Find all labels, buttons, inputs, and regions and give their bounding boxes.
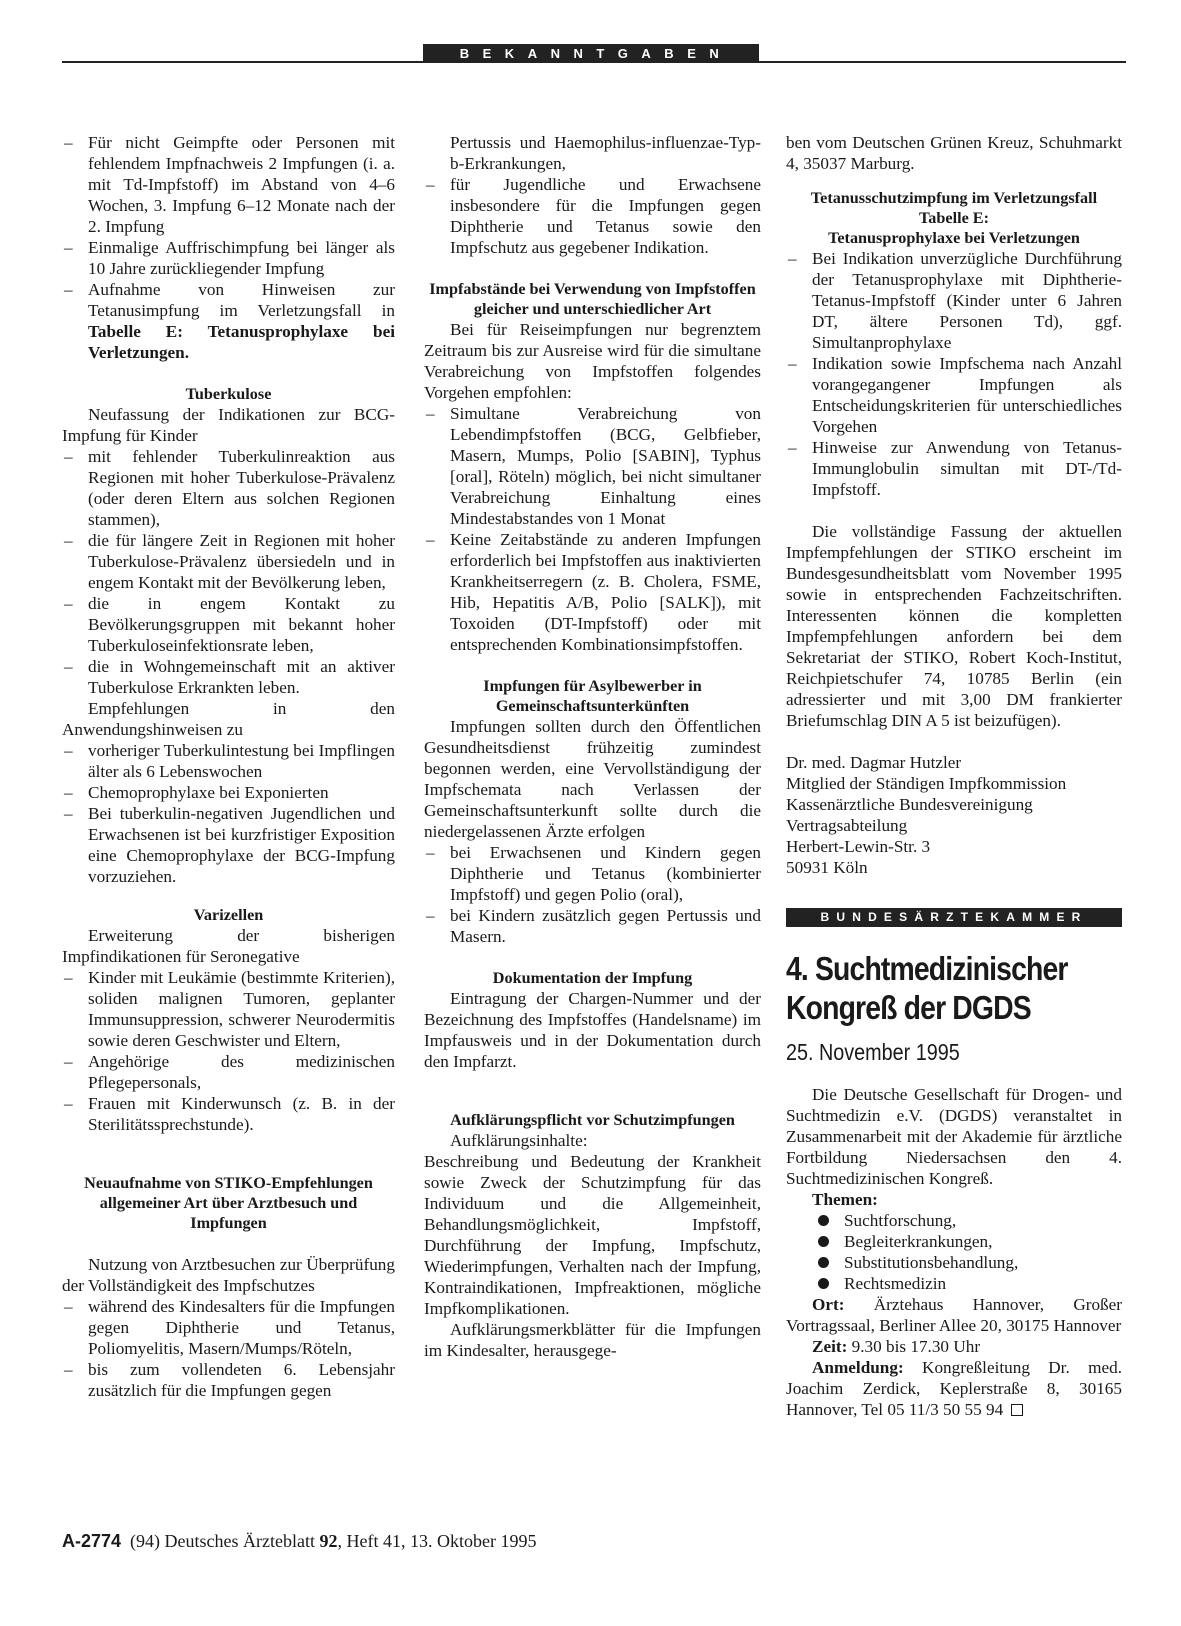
list-item: – Bei tuberkulin-negativen Jugendlichen und Erwachsenen ist bei kurzfristiger Exposition eine Chemoprophylaxe der BCG-Impfung vorzuziehen. <box>62 803 395 887</box>
list-item: – bei Kindern zusätzlich gegen Pertussis und Masern. <box>424 905 761 947</box>
paragraph: Beschreibung und Bedeutung der Krankheit sowie Zweck der Schutzimpfung für das Individuum und die Allgemeinheit, Behandlungsmöglichkeit, Impfstoff, Durchführung der Impfung, Impfschutz, Wiederimpfungen, Verhalten nach der Impfung, Kontraindikationen, Impfreaktionen, mögliche Impfkomplikationen. <box>424 1152 761 1318</box>
paragraph: Erweiterung der bisherigen Impfindikationen für Seronegative <box>62 926 395 966</box>
table-label: Tabelle E: <box>918 209 989 227</box>
table-reference: Tabelle E: Tetanusprophylaxe bei Verletzungen. <box>88 322 395 362</box>
themen-label: Themen: <box>812 1190 878 1209</box>
end-of-article-box-icon <box>1011 1404 1023 1416</box>
list-item: – Einmalige Auffrischimpfung bei länger als 10 Jahre zurückliegender Impfung <box>62 237 395 279</box>
signature-block <box>786 752 1122 878</box>
page-code: A-2774 <box>62 1531 122 1551</box>
signature-line: Herbert-Lewin-Str. 3 <box>786 837 931 856</box>
list-item: – während des Kindesalters für die Impfungen gegen Diphtherie und Tetanus, Poliomyelitis, Masern/Mumps/Röteln, <box>62 1296 395 1359</box>
time-paragraph <box>786 1336 1122 1357</box>
registration-paragraph <box>786 1357 1122 1420</box>
table-title: Tetanusprophylaxe bei Verletzungen <box>828 229 1080 247</box>
article-title: Kongreß der DGDS <box>786 989 1031 1026</box>
list-item: – Chemoprophylaxe bei Exponierten <box>62 782 395 803</box>
footer-issue-date: , Heft 41, 13. Oktober 1995 <box>337 1531 537 1551</box>
section-tab-bekanntgaben: BEKANNTGABEN <box>423 44 759 63</box>
footer-publication: (94) Deutsches Ärzteblatt <box>130 1531 320 1551</box>
signature-line: Mitglied der Ständigen Impfkommission <box>786 774 1067 793</box>
list-item: – Für nicht Geimpfte oder Personen mit fehlendem Impfnachweis 2 Impfungen (i. a. mit Td-Impfstoff) im Abstand von 4–6 Wochen, 3. Impfung 6–12 Monate nach der 2. Impfung <box>62 132 395 237</box>
paragraph: Aufklärungsinhalte: <box>450 1131 588 1150</box>
ort-label: Ort: <box>812 1295 845 1314</box>
footer-volume: 92 <box>319 1531 338 1551</box>
list-item <box>62 279 395 363</box>
list-item: – vorheriger Tuberkulintestung bei Impflingen älter als 6 Lebenswochen <box>62 740 395 782</box>
paragraph: Nutzung von Arztbesuchen zur Überprüfung der Vollständigkeit des Impfschutzes <box>62 1255 395 1295</box>
anmeldung-label: Anmeldung: <box>812 1358 904 1377</box>
signature-line: Vertragsabteilung <box>786 816 908 835</box>
section-heading-aufklaerungspflicht: Aufklärungspflicht vor Schutzimpfungen <box>450 1111 735 1129</box>
list-item: – bei Erwachsenen und Kindern gegen Diphtherie und Tetanus (kombinierter Impfstoff) und gegen Polio (oral), <box>424 842 761 905</box>
list-item: – Indikation sowie Impfschema nach Anzahl vorangegangener Impfungen als Entscheidungskriterien für unterschiedliches Vorgehen <box>786 353 1122 437</box>
section-heading-neuaufnahme: Neuaufnahme von STIKO-Empfehlungen allgemeiner Art über Arztbesuch und Impfungen <box>84 1174 373 1232</box>
paragraph: Aufklärungsmerkblätter für die Impfungen im Kindesalter, herausgege- <box>424 1320 761 1360</box>
venue-paragraph <box>786 1294 1122 1336</box>
article-date: 25. November 1995 <box>786 1039 960 1065</box>
signature-line: 50931 Köln <box>786 858 868 877</box>
bullet-item: Suchtforschung, <box>786 1210 1122 1231</box>
article-title: 4. Suchtmedizinischer <box>786 950 1068 987</box>
anmeldung-text: Kongreßleitung Dr. med. Joachim Zerdick, Keplerstraße 8, 30165 Hannover, Tel 05 11/3 50 55 94 <box>786 1358 1122 1419</box>
paragraph: Bei für Reiseimpfungen nur begrenztem Zeitraum bis zur Ausreise wird für die simultane Verabreichung von Impfstoffen folgendes Vorgehen empfohlen: <box>424 320 761 402</box>
ort-text: Ärztehaus Hannover, Großer Vortragssaal, Berliner Allee 20, 30175 Hannover <box>786 1295 1122 1335</box>
list-item: – für Jugendliche und Erwachsene insbesondere für die Impfungen gegen Diphtherie und Tetanus sowie den Impfschutz aus gegebener Indikation. <box>424 174 761 258</box>
paragraph: Die Deutsche Gesellschaft für Drogen- und Suchtmedizin e.V. (DGDS) veranstaltet in Zusammenarbeit mit der Akademie für ärztliche Fortbildung Niedersachsen den 4. Suchtmedizinischen Kongreß. <box>786 1085 1122 1188</box>
section-heading-varizellen: Varizellen <box>193 906 264 924</box>
column-3 <box>786 132 1122 1420</box>
list-item: – Simultane Verabreichung von Lebendimpfstoffen (BCG, Gelbfieber, Masern, Mumps, Polio [SABIN], Typhus [oral], Röteln) möglich, bei nicht simultaner Verabreichung Einhaltung eines Mindestabstandes von 1 Monat <box>424 403 761 529</box>
list-item: – die in Wohngemeinschaft mit an aktiver Tuberkulose Erkrankten leben. <box>62 656 395 698</box>
page-footer <box>62 1531 536 1552</box>
zeit-text: 9.30 bis 17.30 Uhr <box>847 1337 981 1356</box>
list-item: – Kinder mit Leukämie (bestimmte Kriterien), soliden malignen Tumoren, geplanter Immunsuppression, schwerer Neurodermitis sowie deren Geschwister und Eltern, <box>62 967 395 1051</box>
column-2 <box>424 132 761 1361</box>
section-heading-impfabstaende: Impfabstände bei Verwendung von Impfstoffen gleicher und unterschiedlicher Art <box>429 280 756 318</box>
list-item: – Angehörige des medizinischen Pflegepersonals, <box>62 1051 395 1093</box>
list-item: – Keine Zeitabstände zu anderen Impfungen erforderlich bei Impfstoffen aus inaktivierten Krankheitserregern (z. B. Cholera, FSME, Hib, Hepatitis A/B, Polio [SALK]), mit Toxoiden (DT-Impfstoff) oder mit entsprechenden Kombinationsimpfstoffen. <box>424 529 761 655</box>
list-item: – bis zum vollendeten 6. Lebensjahr zusätzlich für die Impfungen gegen <box>62 1359 395 1401</box>
signature-line: Kassenärztliche Bundesvereinigung <box>786 795 1033 814</box>
section-heading-dokumentation: Dokumentation der Impfung <box>492 969 693 987</box>
list-item: – Hinweise zur Anwendung von Tetanus-Immunglobulin simultan mit DT-/Td-Impfstoff. <box>786 437 1122 500</box>
continued-text: ben vom Deutschen Grünen Kreuz, Schuhmarkt 4, 35037 Marburg. <box>786 133 1122 173</box>
list-item: – Frauen mit Kinderwunsch (z. B. in der Sterilitätssprechstunde). <box>62 1093 395 1135</box>
bullet-item: Substitutionsbehandlung, <box>786 1252 1122 1273</box>
bullet-item: Rechtsmedizin <box>786 1273 1122 1294</box>
section-heading-tuberkulose: Tuberkulose <box>185 385 272 403</box>
list-item: – mit fehlender Tuberkulinreaktion aus Regionen mit hoher Tuberkulose-Prävalenz (oder deren Eltern aus solchen Regionen stammen), <box>62 446 395 530</box>
continued-text: Pertussis und Haemophilus-influenzae-Typ-b-Erkrankungen, <box>450 133 761 173</box>
header-rule <box>62 61 1126 63</box>
section-heading-tetanus: Tetanusschutzimpfung im Verletzungsfall <box>810 189 1098 207</box>
list-item: – die in engem Kontakt zu Bevölkerungsgruppen mit bekannt hoher Tuberkuloseinfektionsrate leben, <box>62 593 395 656</box>
list-item: – Bei Indikation unverzügliche Durchführung der Tetanusprophylaxe mit Diphtherie-Tetanus-Impfstoff (Kinder unter 6 Jahren DT, ältere Personen Td), ggf. Simultanprophylaxe <box>786 248 1122 353</box>
section-heading-asylbewerber: Impfungen für Asylbewerber in Gemeinschaftsunterkünften <box>483 677 702 715</box>
list-item: – die für längere Zeit in Regionen mit hoher Tuberkulose-Prävalenz übersiedeln und in engem Kontakt mit der Bevölkerung leben, <box>62 530 395 593</box>
paragraph: Impfungen sollten durch den Öffentlichen Gesundheitsdienst frühzeitig zumindest begonnen werden, eine Vervollständigung der Impfschemata nach Verlassen der Gemeinschaftsunterkunft sollte durch die niedergelassenen Ärzte erfolgen <box>424 717 761 841</box>
paragraph: Eintragung der Chargen-Nummer und der Bezeichnung des Impfstoffes (Handelsname) im Impfausweis und in der Dokumentation durch den Impfarzt. <box>424 989 761 1071</box>
paragraph: Empfehlungen in den Anwendungshinweisen zu <box>62 699 395 739</box>
list-item-text: Aufnahme von Hinweisen zur Tetanusimpfung im Verletzungsfall in <box>88 280 395 320</box>
zeit-label: Zeit: <box>812 1337 848 1356</box>
paragraph: Neufassung der Indikationen zur BCG-Impfung für Kinder <box>62 405 395 445</box>
bullet-item: Begleiterkrankungen, <box>786 1231 1122 1252</box>
column-1 <box>62 132 395 1401</box>
section-tab-bundesaerztekammer: BUNDESÄRZTEKAMMER <box>786 908 1122 927</box>
signature-line: Dr. med. Dagmar Hutzler <box>786 753 962 772</box>
paragraph: Die vollständige Fassung der aktuellen Impfempfehlungen der STIKO erscheint im Bundesgesundheitsblatt vom November 1995 sowie in entsprechenden Fachzeitschriften. Interessenten können die kompletten Impfempfehlungen anfordern bei dem Sekretariat der STIKO, Robert Koch-Institut, Reichpietschufer 74, 10785 Berlin (ein adressierter und mit 3,00 DM frankierter Briefumschlag DIN A 5 ist beizufügen). <box>786 522 1122 730</box>
